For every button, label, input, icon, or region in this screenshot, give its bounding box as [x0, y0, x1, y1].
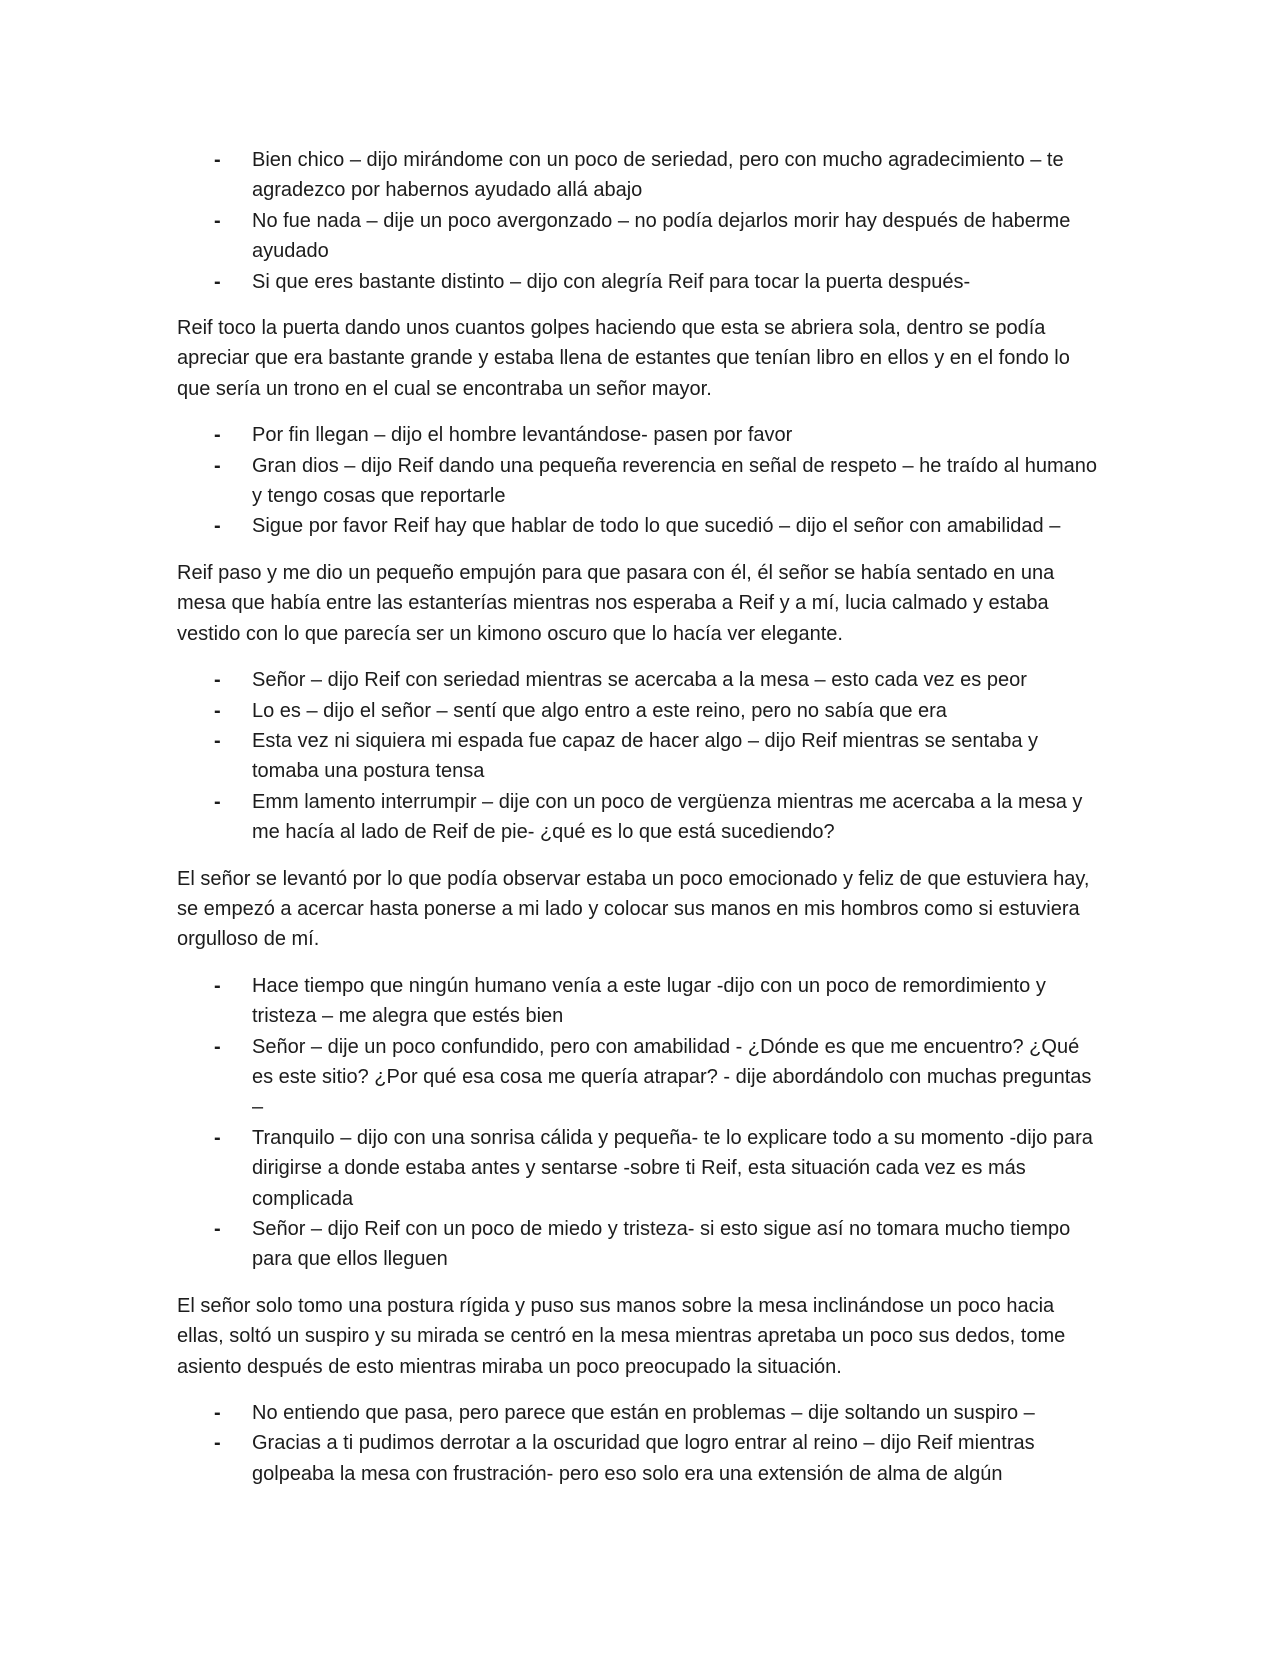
dialogue-list [177, 1398, 1102, 1489]
dialogue-text: Señor – dijo Reif con un poco de miedo y tristeza- si esto sigue así no tomara mucho tiempo para que ellos lleguen [252, 1218, 1071, 1271]
list-dash-marker: - [214, 974, 221, 997]
dialogue-line [177, 726, 1102, 787]
dialogue-text: Sigue por favor Reif hay que hablar de todo lo que sucedió – dijo el señor con amabilidad – [252, 515, 1061, 538]
list-dash-marker: - [214, 209, 221, 232]
dialogue-line [177, 1032, 1102, 1123]
dialogue-text: Gran dios – dijo Reif dando una pequeña reverencia en señal de respeto – he traído al humano y tengo cosas que reportarle [252, 454, 1098, 508]
list-dash-marker: - [214, 790, 221, 813]
list-dash-marker: - [214, 1035, 221, 1058]
dialogue-line [177, 451, 1102, 512]
dialogue-text: Por fin llegan – dijo el hombre levantándose- pasen por favor [252, 424, 793, 447]
dialogue-text: Señor – dije un poco confundido, pero con amabilidad - ¿Dónde es que me encuentro? ¿Qué es este sitio? ¿Por qué esa cosa me quería atrapar? - dije abordándolo con muchas preguntas – [252, 1035, 1092, 1119]
dialogue-line [177, 511, 1102, 541]
list-dash-marker: - [214, 1218, 221, 1240]
dialogue-line [177, 145, 1102, 206]
dialogue-text: Hace tiempo que ningún humano venía a este lugar -dijo con un poco de remordimiento y tristeza – me alegra que estés bien [252, 974, 1046, 1028]
dialogue-line [177, 1214, 1102, 1275]
dialogue-line [177, 971, 1102, 1032]
document-body [177, 145, 1102, 1489]
list-dash-marker: - [214, 729, 221, 752]
list-dash-marker: - [214, 669, 221, 692]
dialogue-text: Señor – dijo Reif con seriedad mientras se acercaba a la mesa – esto cada vez es peor [252, 669, 1027, 692]
dialogue-text: Tranquilo – dijo con una sonrisa cálida y pequeña- te lo explicare todo a su momento -dijo para dirigirse a donde estaba antes y sentarse -sobre ti Reif, esta situación cada vez es más complicada [252, 1126, 1093, 1210]
list-dash-marker: - [214, 699, 221, 722]
list-dash-marker: - [214, 1402, 221, 1425]
narrative-paragraph: Reif paso y me dio un pequeño empujón para que pasara con él, él señor se había sentado en una mesa que había entre las estanterías mientras nos esperaba a Reif y a mí, lucia calmado y estaba vestido con lo que parecía ser un kimono oscuro que lo hacía ver elegante. [177, 561, 1055, 645]
list-dash-marker: - [214, 1126, 221, 1149]
dialogue-text: Emm lamento interrumpir – dije con un poco de vergüenza mientras me acercaba a la mesa y me hacía al lado de Reif de pie- ¿qué es lo que está sucediendo? [252, 790, 1083, 844]
list-dash-marker: - [214, 149, 221, 171]
list-dash-marker: - [214, 454, 221, 477]
dialogue-text: Si que eres bastante distinto – dijo con alegría Reif para tocar la puerta después- [252, 270, 971, 293]
dialogue-line [177, 1123, 1102, 1214]
dialogue-text: No fue nada – dije un poco avergonzado – no podía dejarlos morir hay después de haberme ayudado [252, 209, 1071, 263]
dialogue-list [177, 420, 1102, 542]
dialogue-list [177, 971, 1102, 1275]
dialogue-list [177, 665, 1102, 847]
dialogue-line [177, 665, 1102, 695]
dialogue-line [177, 267, 1102, 297]
dialogue-line [177, 787, 1102, 848]
list-dash-marker: - [214, 1432, 221, 1455]
dialogue-line [177, 1398, 1102, 1428]
dialogue-line [177, 206, 1102, 267]
dialogue-line [177, 420, 1102, 450]
list-dash-marker: - [214, 424, 221, 447]
dialogue-list [177, 145, 1102, 297]
narrative-paragraph: Reif toco la puerta dando unos cuantos golpes haciendo que esta se abriera sola, dentro se podía apreciar que era bastante grande y estaba llena de estantes que tenían libro en ellos y en el fondo lo que sería un trono en el cual se encontraba un señor mayor. [177, 317, 1070, 400]
dialogue-text: Gracias a ti pudimos derrotar a la oscuridad que logro entrar al reino – dijo Reif mientras golpeaba la mesa con frustración- pero eso solo era una extensión de alma de algún [252, 1432, 1035, 1485]
dialogue-line [177, 1428, 1102, 1489]
list-dash-marker: - [214, 515, 221, 538]
narrative-paragraph: El señor solo tomo una postura rígida y puso sus manos sobre la mesa inclinándose un poco hacia ellas, soltó un suspiro y su mirada se centró en la mesa mientras apretaba un poco sus dedos, tome asiento después de esto mientras miraba un poco preocupado la situación. [177, 1294, 1066, 1378]
dialogue-text: Esta vez ni siquiera mi espada fue capaz de hacer algo – dijo Reif mientras se sentaba y tomaba una postura tensa [252, 729, 1038, 783]
list-dash-marker: - [214, 270, 221, 293]
dialogue-text: Lo es – dijo el señor – sentí que algo entro a este reino, pero no sabía que era [252, 699, 947, 722]
dialogue-text: No entiendo que pasa, pero parece que están en problemas – dije soltando un suspiro – [252, 1402, 1035, 1425]
dialogue-line [177, 696, 1102, 726]
dialogue-text: Bien chico – dijo mirándome con un poco de seriedad, pero con mucho agradecimiento – te agradezco por habernos ayudado allá abajo [252, 149, 1064, 202]
narrative-paragraph: El señor se levantó por lo que podía observar estaba un poco emocionado y feliz de que estuviera hay, se empezó a acercar hasta ponerse a mi lado y colocar sus manos en mis hombros como si estuviera orgulloso de mí. [177, 867, 1090, 951]
